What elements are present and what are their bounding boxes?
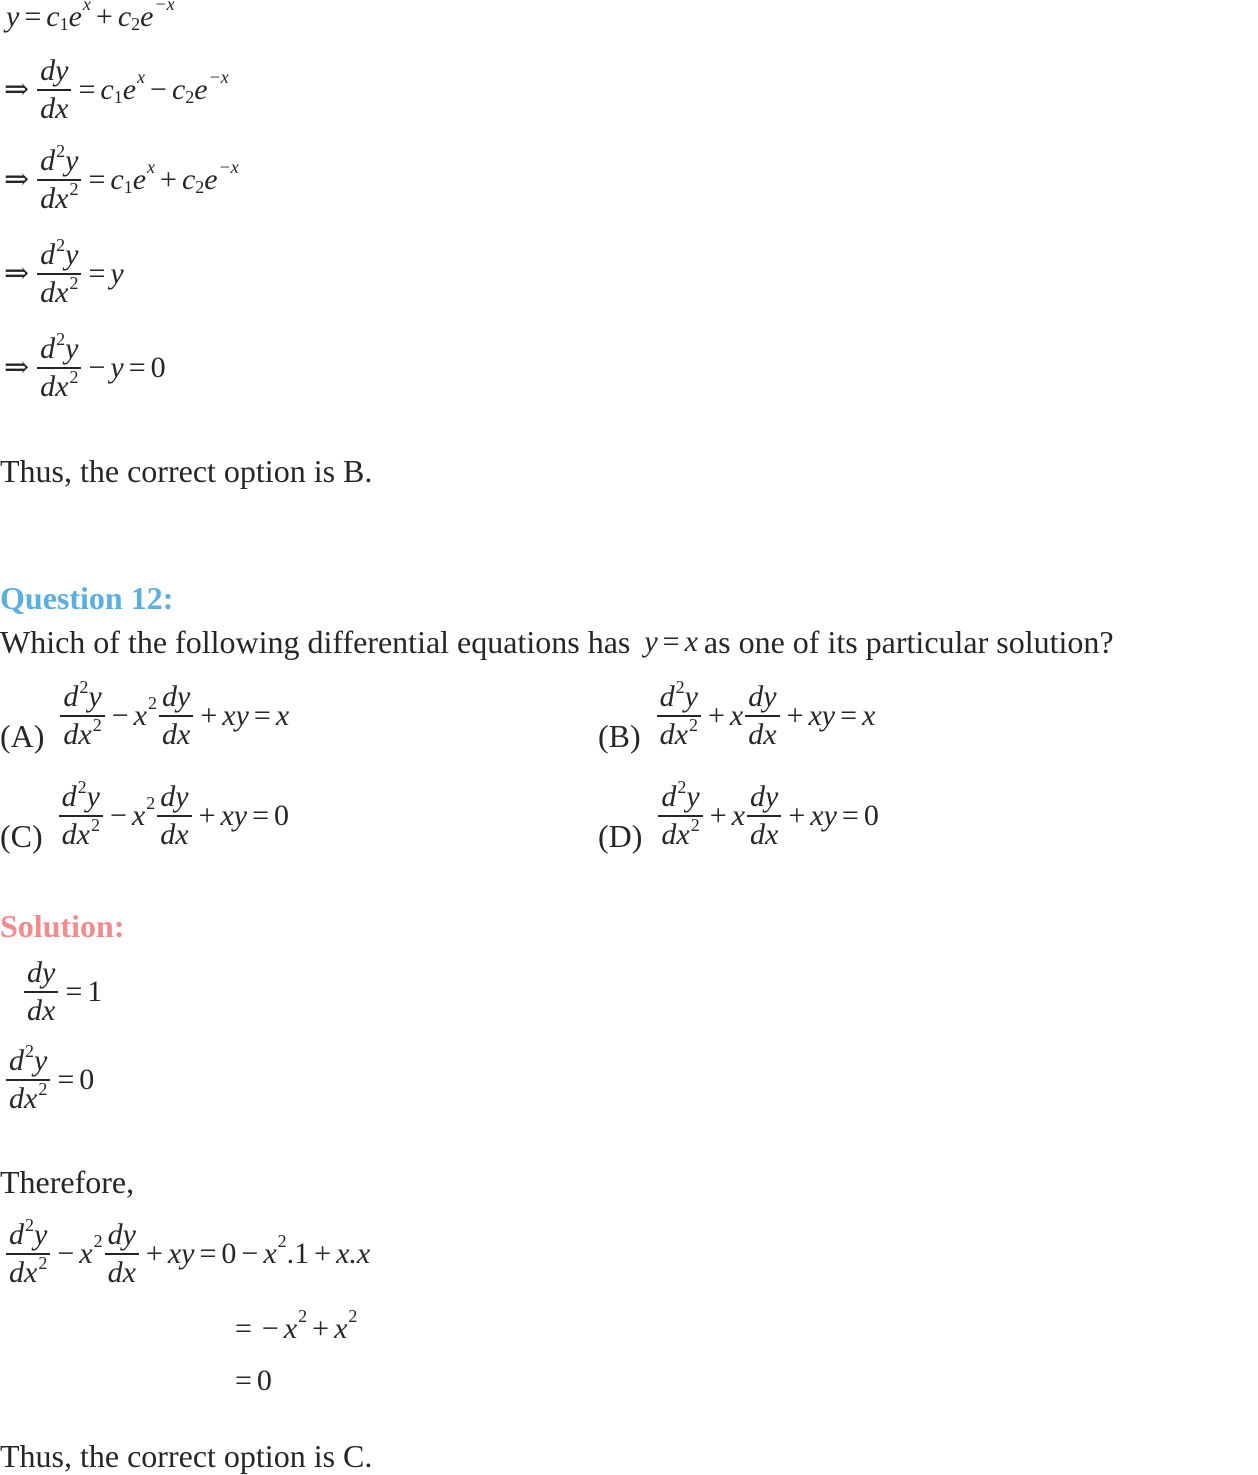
x-times-x: x.x [336,1237,371,1270]
rhs-value: 1 [87,975,103,1008]
option-b: (B) $\frac{d^2y}{dx^2}$ + x $\frac{dy}{dx}$ + xy = x [598,677,876,754]
const-c1: c [100,73,114,106]
exp-base: e [140,0,154,33]
solution-zero: = 0 [235,1364,272,1397]
var-y: y [644,625,658,658]
fraction-denominator: dx [40,182,69,215]
exp-power: x [137,67,146,87]
fraction-numerator: d [40,238,56,271]
var-y: y [110,351,124,384]
exponent: 2 [38,1079,48,1099]
sign: − [109,799,127,832]
sub-1: 1 [123,177,133,197]
equation-first-derivative: ⇒ $\frac{dy}{dx}$ = c 1 e x − c 2 e −x [4,54,229,125]
inline-equation: y = x [644,625,698,658]
fraction-dy-dx: $\frac{dy}{dx}$ [157,782,191,850]
fraction-numerator: d [9,1044,24,1077]
sub-2: 2 [185,87,195,107]
option-label: (B) [598,718,641,754]
rhs-value: 0 [274,799,290,832]
option-c: (C) $\frac{d^2y}{dx^2}$ − x 2 $\frac{dy}{dx}$ + xy = 0 [0,777,290,854]
question-text-after: as one of its particular solution? [703,624,1114,660]
fraction-denominator: dx [37,89,71,124]
var-x: x [684,625,698,658]
fraction-numerator: dy [40,54,69,87]
fraction-dy-dx: $\frac{dy}{dx}$ [105,1220,139,1288]
question-heading: Question 12: [0,580,174,616]
exponent: 2 [146,793,156,813]
var-x: x [283,1312,298,1345]
rhs-value: x [275,699,290,732]
option-label: (D) [598,818,643,854]
var-y: y [34,1044,48,1077]
fraction-d2y-dx2: $\frac{d^2y}{dx^2}$ [657,682,701,750]
exponent: 2 [277,1231,287,1251]
exponent: 2 [298,1306,308,1326]
sub-2: 2 [195,177,205,197]
equation-second-derivative: ⇒ $\frac{d^2y}{dx^2}$ = c 1 e x + c 2 e −x [4,141,239,215]
solution-simplify: = − x 2 + x 2 [235,1306,358,1345]
solution-eq-d2y-dx2: $\frac{d^2y}{dx^2}$ = 0 [4,1046,94,1114]
sign: + [709,799,727,832]
option-label: (C) [0,818,43,854]
fraction-d2y-dx2 [6,1041,50,1115]
sign: + [707,699,725,732]
fraction-d2y-dx2: $\frac{d^2y}{dx^2}$ [658,782,702,850]
const-c1: c [46,0,60,33]
question-text [0,626,1114,658]
option-a: (A) $\frac{d^2y}{dx^2}$ − x 2 $\frac{dy}{dx}$ + xy = x [0,677,290,754]
exponent: 2 [56,235,66,255]
rhs-zero: 0 [221,1237,237,1270]
fraction-denominator: dx [24,991,58,1026]
fraction-d2y-dx2 [37,141,81,215]
var-y: y [65,144,79,177]
rhs-value: x [862,699,876,732]
implies-arrow: ⇒ [4,351,30,384]
fraction-d2y-dx2 [37,329,81,403]
exp-power: −x [154,0,175,14]
question-text-before: Which of the following differential equations has [0,624,631,660]
coefficient: x [731,799,745,832]
conclusion-b: Thus, the correct option is B. [0,453,373,489]
sub-1: 1 [113,87,123,107]
exponent: 2 [69,179,79,199]
fraction-numerator: d [40,332,56,365]
times-one: .1 [286,1237,310,1270]
sub-2: 2 [131,14,141,34]
var-x: x [263,1237,277,1270]
exponent: 2 [56,329,66,349]
rhs-value: 0 [150,351,166,384]
therefore-text: Therefore, [0,1164,135,1200]
var-y: y [6,0,20,33]
fraction-d2y-dx2: $\frac{d^2y}{dx^2}$ [59,782,103,850]
exp-power: x [147,157,156,177]
fraction-denominator: dx [40,276,69,309]
const-c2: c [117,0,132,33]
exp-base: e [122,73,137,106]
rhs-value: 0 [79,1063,95,1096]
exponent: 2 [69,367,79,387]
fraction-numerator: dy [27,956,56,989]
fraction-d2y-dx2: $\frac{d^2y}{dx^2}$ [60,682,104,750]
implies-arrow: ⇒ [4,163,30,196]
equation-d2y-equals-y: ⇒ $\frac{d^2y}{dx^2}$ = y [4,235,124,309]
exp-power: x [82,0,91,14]
exp-base: e [194,73,208,106]
fraction-d2y-dx2 [37,235,81,309]
exponent: 2 [348,1306,358,1326]
var-y: y [65,332,79,365]
exp-base: e [68,0,82,33]
fraction-dy-dx: $\frac{dy}{dx}$ [159,682,193,750]
equation-ode-result: ⇒ $\frac{d^2y}{dx^2}$ − y = 0 [4,329,166,403]
fraction-dy-dx [37,56,71,124]
coefficient: x [131,799,146,832]
coefficient: x [729,699,744,732]
option-d: (D) $\frac{d^2y}{dx^2}$ + x $\frac{dy}{dx}$ + xy = 0 [598,777,879,854]
exp-power: −x [218,157,239,177]
rhs-value: 0 [863,799,879,832]
exponent: 2 [56,141,66,161]
solution-heading: Solution: [0,908,125,944]
fraction-dy-dx [24,958,58,1026]
implies-arrow: ⇒ [4,257,30,290]
solution-eq-dy-dx: $\frac{dy}{dx}$ = 1 [22,958,102,1026]
var-y: y [110,257,124,290]
coefficient: x [133,699,147,732]
sub-1: 1 [59,14,69,34]
const-c2: c [181,163,196,196]
exp-power: −x [208,67,229,87]
fraction-dy-dx: $\frac{dy}{dx}$ [747,782,781,850]
fraction-numerator: d [40,144,56,177]
equation-general-solution: y = c 1 e x + c 2 e −x [6,2,175,32]
const-c2: c [171,73,186,106]
sign: − [111,699,129,732]
fraction-dy-dx: $\frac{dy}{dx}$ [745,682,779,750]
fraction-denominator: dx [9,1082,38,1115]
exponent: 2 [148,693,157,713]
var-x: x [334,1312,348,1345]
fraction-denominator: dx [40,370,69,403]
solution-substitution: $\frac{d^2y}{dx^2}$ − x 2 $\frac{dy}{dx}$ + xy = 0 − x 2 .1 + x.x [4,1220,370,1288]
fraction-d2y-dx2: $\frac{d^2y}{dx^2}$ [6,1220,50,1288]
var-y: y [65,238,79,271]
const-c1: c [110,163,124,196]
result-zero: 0 [256,1364,272,1397]
exponent: 2 [25,1041,34,1061]
implies-arrow: ⇒ [4,73,30,106]
exp-base: e [132,163,147,196]
option-label: (A) [0,718,45,754]
conclusion-c: Thus, the correct option is C. [0,1438,373,1474]
exponent: 2 [69,273,79,293]
exp-base: e [204,163,218,196]
